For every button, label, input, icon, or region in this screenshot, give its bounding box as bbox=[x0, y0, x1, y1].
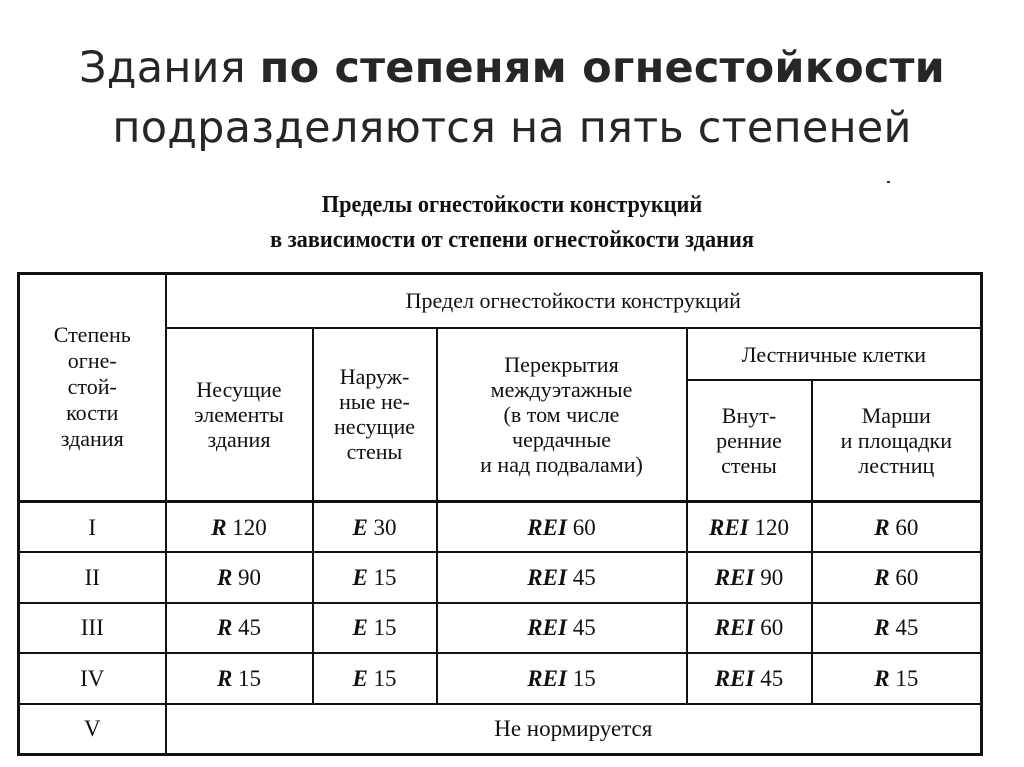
value-number: 45 bbox=[760, 665, 784, 691]
caption-line2: в зависимости от степени огнестойкости здания bbox=[270, 227, 754, 253]
header-flights-line: Марши bbox=[861, 403, 931, 429]
not-regulated-cell: Не нормируется bbox=[166, 704, 982, 755]
header-internal-line: стены bbox=[721, 453, 777, 479]
slide-title-line2: подразделяются на пять степеней bbox=[112, 103, 912, 153]
stray-dot bbox=[887, 181, 890, 183]
value-prefix: R bbox=[874, 665, 890, 691]
header-external-line: Наруж- bbox=[339, 364, 410, 390]
header-flights-line: и площадки bbox=[840, 428, 952, 454]
value-number: 120 bbox=[754, 514, 789, 540]
header-flights-line: лестниц bbox=[858, 453, 935, 479]
floors-cell bbox=[437, 603, 687, 653]
header-floors-line: (в том числе bbox=[503, 401, 620, 427]
header-floors bbox=[437, 328, 687, 501]
value-prefix: R bbox=[874, 564, 890, 590]
table-row bbox=[19, 603, 982, 653]
table-caption bbox=[36, 188, 988, 258]
header-degree-line: стой- bbox=[67, 374, 117, 400]
header-group: Предел огнестойкости конструкций bbox=[166, 274, 982, 328]
value-number: 60 bbox=[895, 564, 919, 590]
header-degree-line: Степень bbox=[53, 322, 131, 348]
value-number: 45 bbox=[572, 564, 596, 590]
degree-cell: IV bbox=[19, 653, 166, 703]
floors-cell bbox=[437, 653, 687, 703]
value-prefix: E bbox=[352, 665, 368, 691]
header-external-line: ные не- bbox=[339, 389, 410, 415]
header-floors-line: чердачные bbox=[512, 426, 611, 452]
flights-cell bbox=[812, 653, 982, 703]
degree-cell: III bbox=[19, 603, 166, 653]
value-number: 15 bbox=[373, 665, 397, 691]
title-bold: по степеням огнестойкости bbox=[259, 43, 945, 93]
flights-cell bbox=[812, 501, 982, 552]
flights-cell bbox=[812, 603, 982, 653]
value-prefix: E bbox=[352, 514, 368, 540]
value-prefix: R bbox=[216, 615, 233, 641]
header-degree-line: кости bbox=[66, 400, 119, 426]
header-bearing bbox=[166, 328, 313, 501]
floors-cell bbox=[437, 552, 687, 602]
value-number: 90 bbox=[238, 564, 262, 590]
slide-title-line1 bbox=[0, 38, 1024, 98]
internal-walls-cell bbox=[687, 653, 812, 703]
value-prefix: REI bbox=[714, 615, 755, 641]
bearing-cell bbox=[166, 501, 313, 552]
value-prefix: REI bbox=[527, 615, 567, 641]
table-row bbox=[19, 501, 982, 552]
header-external-line: стены bbox=[346, 439, 403, 465]
internal-walls-cell bbox=[687, 603, 812, 653]
value-number: 15 bbox=[572, 665, 596, 691]
value-number: 45 bbox=[572, 615, 596, 641]
table-row bbox=[19, 653, 982, 703]
value-number: 60 bbox=[895, 514, 919, 540]
header-bearing-line: Несущие bbox=[196, 376, 282, 402]
external-walls-cell bbox=[313, 653, 437, 703]
header-floors-line: междуэтажные bbox=[490, 376, 633, 402]
external-walls-cell bbox=[313, 552, 437, 602]
value-number: 90 bbox=[760, 564, 784, 590]
internal-walls-cell bbox=[687, 552, 812, 602]
value-number: 15 bbox=[373, 615, 397, 641]
value-number: 15 bbox=[238, 665, 262, 691]
bearing-cell bbox=[166, 603, 313, 653]
value-prefix: R bbox=[216, 665, 233, 691]
value-prefix: REI bbox=[714, 564, 755, 590]
external-walls-cell bbox=[313, 501, 437, 552]
table-row-last bbox=[19, 704, 982, 755]
flights-cell bbox=[812, 552, 982, 602]
value-prefix: REI bbox=[709, 514, 749, 540]
header-internal-line: Внут- bbox=[721, 403, 777, 429]
value-prefix: R bbox=[211, 514, 227, 540]
internal-walls-cell bbox=[687, 501, 812, 552]
caption-line1: Пределы огнестойкости конструкций bbox=[321, 192, 703, 218]
header-degree bbox=[19, 274, 166, 502]
header-internal-line: ренние bbox=[716, 428, 782, 454]
header-stairwells: Лестничные клетки bbox=[687, 328, 982, 380]
value-prefix: R bbox=[874, 615, 890, 641]
header-bearing-line: здания bbox=[207, 426, 271, 452]
value-prefix: R bbox=[216, 564, 233, 590]
external-walls-cell bbox=[313, 603, 437, 653]
value-number: 45 bbox=[238, 615, 262, 641]
header-flights bbox=[812, 380, 982, 501]
value-number: 60 bbox=[760, 615, 784, 641]
value-prefix: E bbox=[352, 615, 368, 641]
value-prefix: REI bbox=[714, 665, 755, 691]
bearing-cell bbox=[166, 653, 313, 703]
header-floors-line: Перекрытия bbox=[504, 351, 619, 377]
header-external-line: несущие bbox=[333, 414, 416, 440]
degree-cell: V bbox=[19, 704, 166, 755]
header-bearing-line: элементы bbox=[194, 401, 284, 427]
fire-resistance-table bbox=[17, 272, 983, 756]
table-row bbox=[19, 552, 982, 602]
degree-cell: II bbox=[19, 552, 166, 602]
value-number: 15 bbox=[895, 665, 919, 691]
floors-cell bbox=[437, 501, 687, 552]
slide-title bbox=[0, 38, 1024, 158]
bearing-cell bbox=[166, 552, 313, 602]
value-prefix: REI bbox=[527, 514, 567, 540]
title-plain: Здания bbox=[79, 43, 260, 93]
value-number: 30 bbox=[373, 514, 397, 540]
value-number: 120 bbox=[232, 514, 267, 540]
value-number: 45 bbox=[895, 615, 919, 641]
value-prefix: REI bbox=[527, 665, 567, 691]
header-external-walls bbox=[313, 328, 437, 501]
value-number: 60 bbox=[572, 514, 596, 540]
header-degree-line: огне- bbox=[67, 348, 117, 374]
value-prefix: E bbox=[352, 564, 368, 590]
header-degree-line: здания bbox=[60, 426, 124, 452]
value-number: 15 bbox=[373, 564, 397, 590]
header-internal-walls bbox=[687, 380, 812, 501]
header-floors-line: и над подвалами) bbox=[480, 451, 643, 477]
value-prefix: REI bbox=[527, 564, 567, 590]
value-prefix: R bbox=[874, 514, 890, 540]
degree-cell: I bbox=[19, 501, 166, 552]
